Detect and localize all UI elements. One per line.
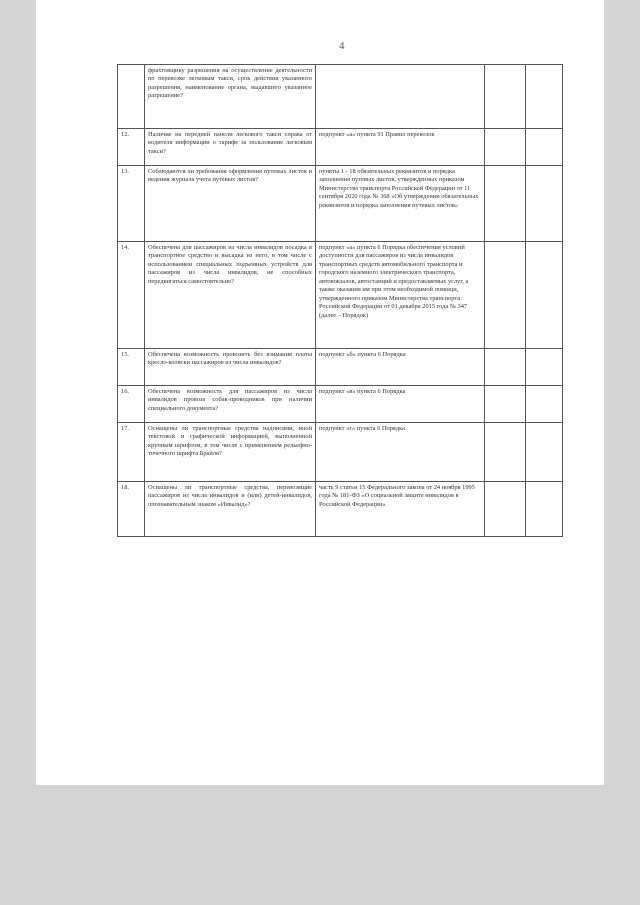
answer-cell — [485, 166, 526, 242]
reference-cell: часть 9 статьи 15 Федерального закона от 24 ноября 1995 года № 181-ФЗ «О социальной защите инвалидов в Российской Федерации» — [316, 482, 485, 537]
row-number: 15. — [118, 349, 145, 386]
question-cell: Обеспечена для пассажиров из числа инвалидов посадка в транспортное средство и высадка из него, в том числе с использованием специальных подъемных устройств для пассажиров из числа инвалидов, не способных передвигаться самостоятельно? — [145, 242, 316, 349]
row-number: 16. — [118, 386, 145, 423]
checklist-table — [117, 64, 563, 537]
reference-cell — [316, 65, 485, 129]
question-cell: Соблюдаются ли требования оформления путевых листов и ведения журнала учета путевых листов? — [145, 166, 316, 242]
reference-cell: подпункт «б» пункта 6 Порядка — [316, 349, 485, 386]
reference-cell: подпункт «г» пункта 6 Порядка — [316, 423, 485, 482]
note-cell — [526, 242, 563, 349]
answer-cell — [485, 129, 526, 166]
note-cell — [526, 482, 563, 537]
table-row — [118, 166, 563, 242]
answer-cell — [485, 386, 526, 423]
reference-cell: подпункт «а» пункта 6 Порядка обеспечения условий доступности для пассажиров из числа инвалидов транспортных средств автомобильного транспорта и городского наземного электрического транспорта, автовокзалов, автостанций и предоставляемых услуг, а также оказания им при этом необходимой помощи, утвержденного приказом Министерства транспорта Российской Федерации от 01 декабря 2015 года № 347 (далее – Порядок) — [316, 242, 485, 349]
question-cell: Обеспечена возможность для пассажиров из числа инвалидов провоза собак-проводников при наличии специального документа? — [145, 386, 316, 423]
reference-cell: подпункт «а» пункта 91 Правил перевозок — [316, 129, 485, 166]
note-cell — [526, 386, 563, 423]
note-cell — [526, 166, 563, 242]
table-row — [118, 65, 563, 129]
answer-cell — [485, 349, 526, 386]
question-cell: Обеспечена возможность провозить без взимания платы кресло-коляски пассажиров из числа инвалидов? — [145, 349, 316, 386]
row-number: 18. — [118, 482, 145, 537]
row-number — [118, 65, 145, 129]
row-number: 12. — [118, 129, 145, 166]
table-row — [118, 129, 563, 166]
table-row — [118, 423, 563, 482]
question-cell: Наличие на передней панели легкового такси справа от водителя информации о тарифе за пользование легковым такси? — [145, 129, 316, 166]
note-cell — [526, 423, 563, 482]
answer-cell — [485, 65, 526, 129]
table-row — [118, 242, 563, 349]
answer-cell — [485, 482, 526, 537]
question-cell: Оснащены ли транспортные средства, перевозящие пассажиров из числа инвалидов и (или) детей-инвалидов, опознавательным знаком «Инвалид»? — [145, 482, 316, 537]
note-cell — [526, 65, 563, 129]
question-cell: фрахтовщику разрешения на осуществление деятельности по перевозке легковым такси, срок действия указанного разрешения, наименование органа, выдавшего указанное разрешение? — [145, 65, 316, 129]
note-cell — [526, 349, 563, 386]
table-row — [118, 349, 563, 386]
answer-cell — [485, 423, 526, 482]
table-row — [118, 386, 563, 423]
note-cell — [526, 129, 563, 166]
table-row — [118, 482, 563, 537]
row-number: 17. — [118, 423, 145, 482]
page-number: 4 — [339, 40, 345, 52]
answer-cell — [485, 242, 526, 349]
reference-cell: пункты 1 - 18 обязательных реквизитов и порядка заполнения путевых листов, утвержденных приказом Министерства транспорта Российской Федерации от 11 сентября 2020 года № 368 «Об утверждении обязательных реквизитов и порядка заполнения путевых листов» — [316, 166, 485, 242]
row-number: 13. — [118, 166, 145, 242]
row-number: 14. — [118, 242, 145, 349]
reference-cell: подпункт «в» пункта 6 Порядка — [316, 386, 485, 423]
question-cell: Оснащены ли транспортные средства надписями, иной текстовой и графической информацией, выполненной крупным шрифтом, в том числе с применением рельефно-точечного шрифта Брайля? — [145, 423, 316, 482]
